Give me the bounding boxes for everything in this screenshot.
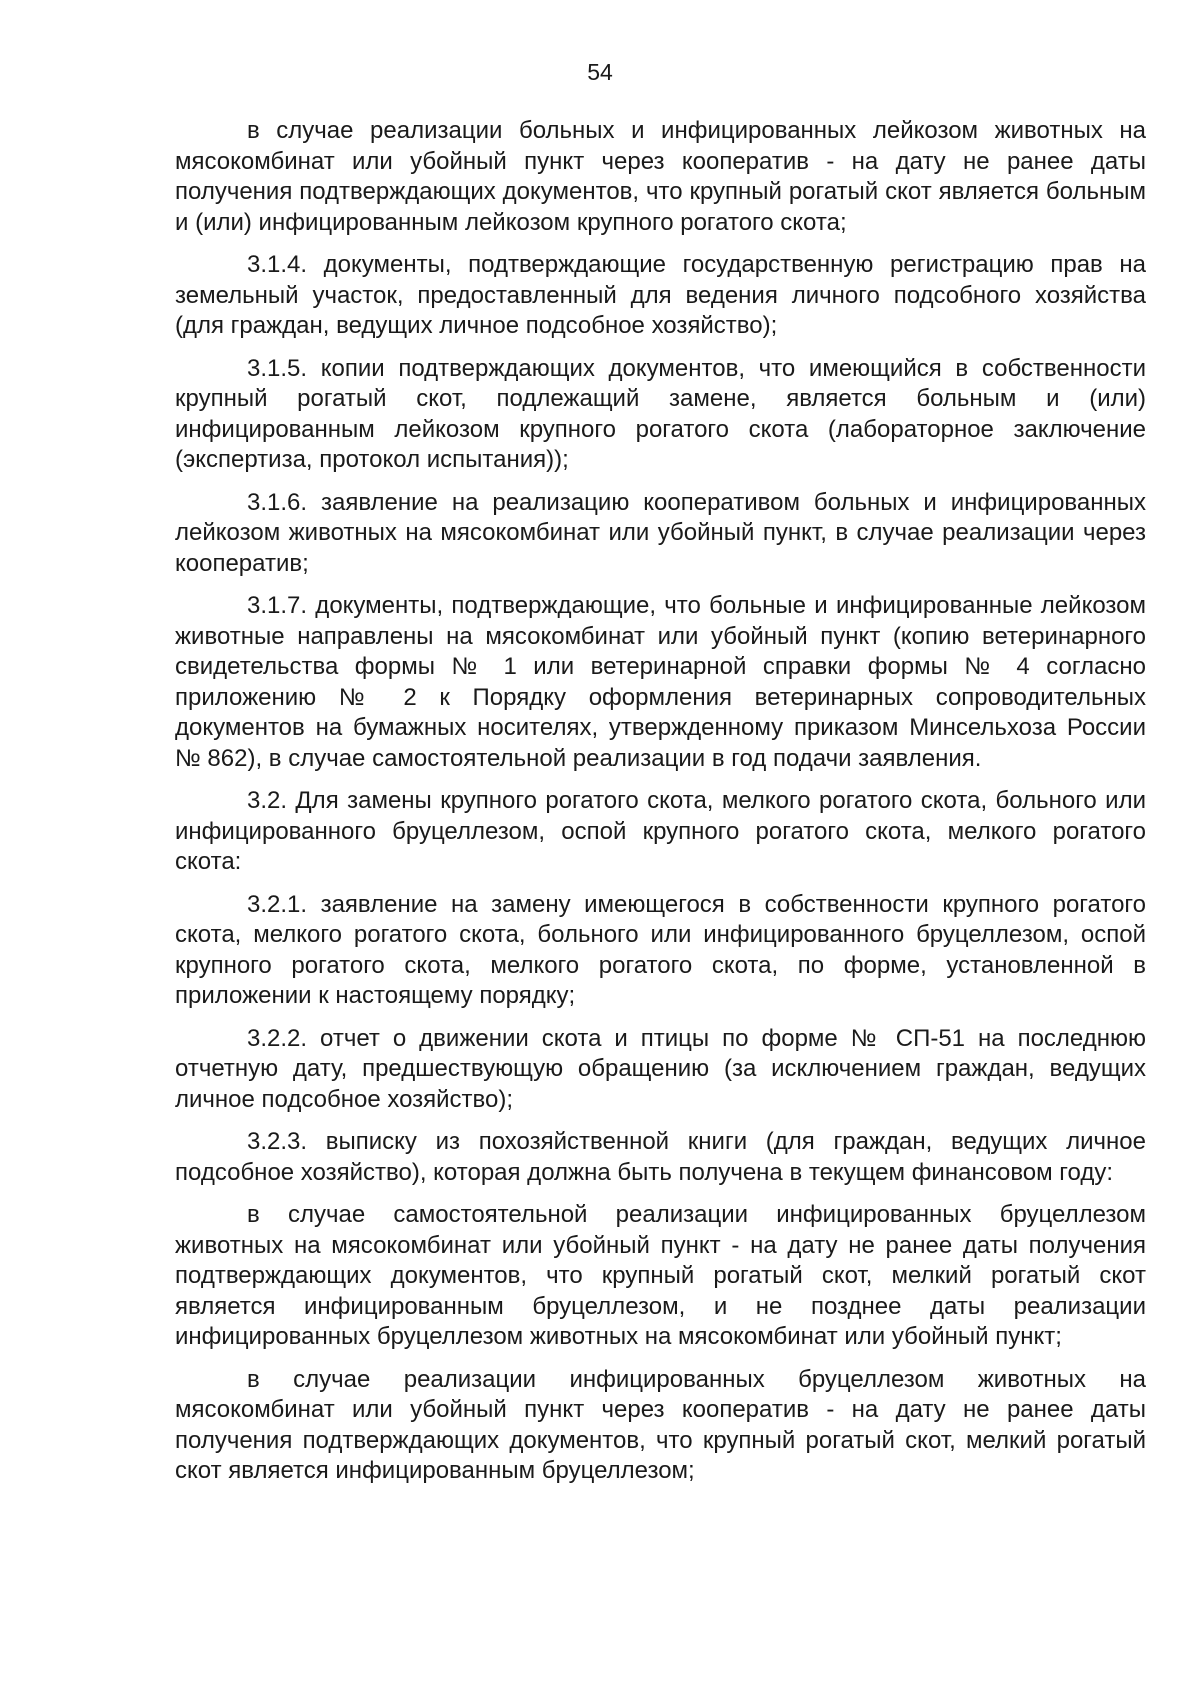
- paragraph-3-1-5: 3.1.5. копии подтверждающих документов, что имеющийся в собственности крупный рогатый скот, подлежащий замене, является больным и (или) инфицированным лейкозом крупного рогатого скота (лабораторное заключение (экспертиза, протокол испытания));: [175, 354, 1146, 473]
- paragraph-3-2-3: 3.2.3. выписку из похозяйственной книги (для граждан, ведущих личное подсобное хозяйство), которая должна быть получена в текущем финансовом году:: [175, 1128, 1146, 1186]
- paragraph-brucellosis-cooperative-sale: в случае реализации инфицированных бруцеллезом животных на мясокомбинат или убойный пункт через кооператив - на дату не ранее даты получения подтверждающих документов, что крупный рогатый скот, мелкий рогатый скот является инфицированным бруцеллезом;: [175, 1365, 1146, 1484]
- paragraph-brucellosis-self-sale: в случае самостоятельной реализации инфицированных бруцеллезом животных на мясокомбинат или убойный пункт - на дату не ранее даты получения подтверждающих документов, что крупный рогатый скот, мелкий рогатый скот является инфицированным бруцеллезом, и не позднее даты реализации инфицированных бруцеллезом животных на мясокомбинат или убойный пункт;: [175, 1201, 1146, 1350]
- paragraph-3-2: 3.2. Для замены крупного рогатого скота, мелкого рогатого скота, больного или инфицированного бруцеллезом, оспой крупного рогатого скота, мелкого рогатого скота:: [175, 787, 1146, 875]
- paragraph-3-1-7: 3.1.7. документы, подтверждающие, что больные и инфицированные лейкозом животные направлены на мясокомбинат или убойный пункт (копию ветеринарного свидетельства формы № 1 или ветеринарной справки формы № 4 согласно приложению № 2 к Порядку оформления ветеринарных сопроводительных документов на бумажных носителях, утвержденному приказом Минсельхоза России № 862), в случае самостоятельной реализации в год подачи заявления.: [175, 592, 1146, 772]
- paragraph-3-2-1: 3.2.1. заявление на замену имеющегося в собственности крупного рогатого скота, мелкого рогатого скота, больного или инфицированного бруцеллезом, оспой крупного рогатого скота, мелкого рогатого скота, по форме, установленной в приложении к настоящему порядку;: [175, 890, 1146, 1009]
- paragraph-3-2-2: 3.2.2. отчет о движении скота и птицы по форме № СП-51 на последнюю отчетную дату, предшествующую обращению (за исключением граждан, ведущих личное подсобное хозяйство);: [175, 1024, 1146, 1113]
- paragraph-3-1-6: 3.1.6. заявление на реализацию кооперативом больных и инфицированных лейкозом животных на мясокомбинат или убойный пункт, в случае реализации через кооператив;: [175, 488, 1146, 577]
- paragraph-leukosis-cooperative-sale: в случае реализации больных и инфицированных лейкозом животных на мясокомбинат или убойный пункт через кооператив - на дату не ранее даты получения подтверждающих документов, что крупный рогатый скот является больным и (или) инфицированным лейкозом крупного рогатого скота;: [175, 117, 1146, 236]
- page-number: 54: [587, 59, 613, 85]
- paragraph-3-1-4: 3.1.4. документы, подтверждающие государственную регистрацию прав на земельный участок, предоставленный для ведения личного подсобного хозяйства (для граждан, ведущих личное подсобное хозяйство);: [175, 251, 1146, 339]
- document-body: [175, 116, 1146, 1499]
